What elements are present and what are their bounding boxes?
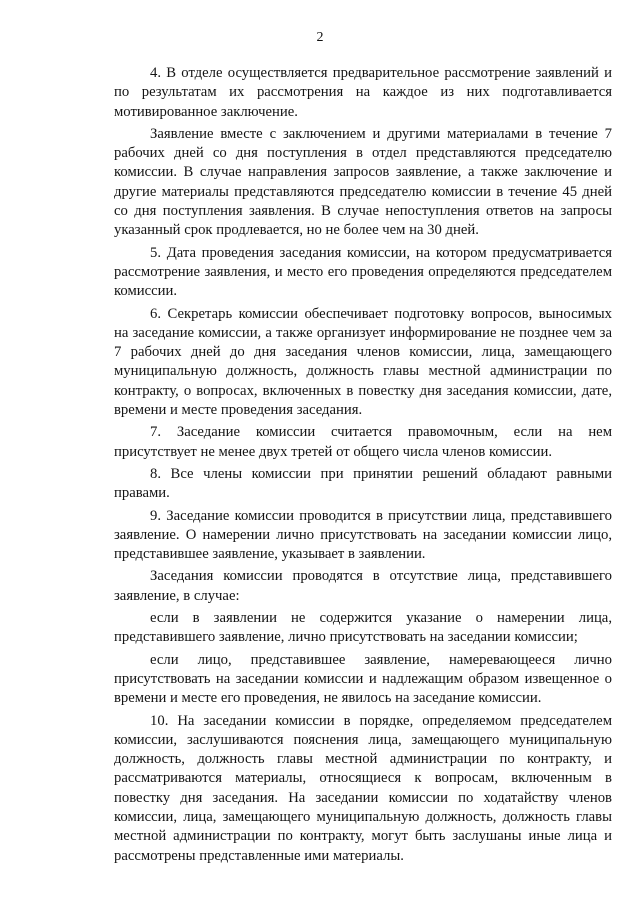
paragraph-7: 7. Заседание комиссии считается правомочным, если на нем присутствует не менее двух третей от общего числа членов комиссии. — [114, 424, 612, 460]
paragraph-4-continued: Заявление вместе с заключением и другими материалами в течение 7 рабочих дней со дня поступления в отдел представляются председателю комиссии. В случае направления запросов заявление, а также заключение и другие материалы представляются председателю комиссии в течение 45 дней со дня поступления заявления. В случае непоступления ответов на запросы указанный срок продлевается, но не более чем на 30 дней. — [114, 125, 612, 239]
paragraph-10: 10. На заседании комиссии в порядке, определяемом председателем комиссии, заслушиваются пояснения лица, замещающего муниципальную должность, должность главы местной администрации по контракту, и рассматриваются материалы, относящиеся к вопросам, включенным в повестку дня заседания. На заседании комиссии по ходатайству членов комиссии, лица, замещающего муниципальную должность, должность главы местной администрации по контракту, могут быть заслушаны иные лица и рассмотрены представленные ими материалы. — [114, 712, 612, 864]
paragraph-8: 8. Все члены комиссии при принятии решений обладают равными правами. — [114, 465, 612, 502]
paragraph-6: 6. Секретарь комиссии обеспечивает подготовку вопросов, выносимых на заседание комиссии, а также организует информирование не позднее чем за 7 рабочих дней до дня заседания членов комиссии, лица, замещающего муниципальную должность, должность главы местной администрации по контракту, о вопросах, включенных в повестку дня заседания комиссии, дате, времени и месте проведения заседания. — [114, 305, 612, 419]
paragraph-9-case-2: если лицо, представившее заявление, намеревающееся лично присутствовать на заседании комиссии и надлежащим образом извещенное о времени и месте его проведения, не явилось на заседание комиссии. — [114, 651, 612, 707]
paragraph-9-absence: Заседания комиссии проводятся в отсутствие лица, представившего заявление, в случае: — [114, 568, 612, 604]
document-body — [114, 64, 612, 869]
page-number: 2 — [316, 30, 324, 45]
paragraph-9-case-1: если в заявлении не содержится указание о намерении лица, представившего заявление, лично присутствовать на заседании комиссии; — [114, 610, 612, 646]
paragraph-9: 9. Заседание комиссии проводится в присутствии лица, представившего заявление. О намерении лично присутствовать на заседании комиссии лицо, представившее заявление, указывает в заявлении. — [114, 507, 612, 563]
paragraph-5: 5. Дата проведения заседания комиссии, на котором предусматривается рассмотрение заявления, и место его проведения определяются председателем комиссии. — [114, 244, 612, 300]
paragraph-4: 4. В отделе осуществляется предварительное рассмотрение заявлений и по результатам их рассмотрения на каждое из них подготавливается мотивированное заключение. — [114, 65, 612, 120]
